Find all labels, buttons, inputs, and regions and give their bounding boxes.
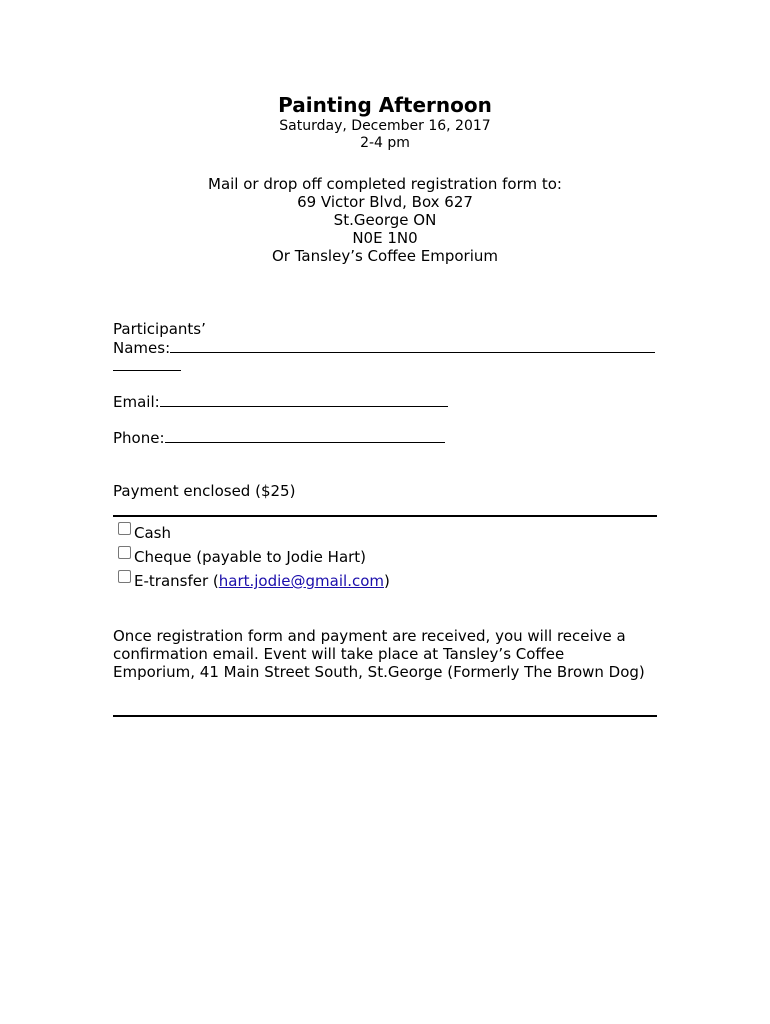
etransfer-checkbox[interactable] [118, 570, 131, 583]
email-label: Email: [113, 393, 160, 411]
address-postal: N0E 1N0 [352, 229, 418, 247]
address-city: St.George ON [333, 211, 437, 229]
mail-instruction: Mail or drop off completed registration form to: [208, 175, 562, 193]
phone-line[interactable] [165, 428, 445, 443]
participants-field [113, 338, 655, 357]
participants-field-continued [113, 356, 181, 375]
payment-option-cheque[interactable] [118, 548, 366, 566]
email-field [113, 392, 448, 411]
participants-names-line[interactable] [170, 338, 655, 353]
address-alternate: Or Tansley’s Coffee Emporium [271, 247, 498, 265]
event-time: 2-4 pm [360, 135, 410, 151]
participants-names-line-continued[interactable] [113, 356, 181, 371]
participants-label-2: Names: [113, 339, 171, 357]
phone-field [113, 428, 445, 447]
payment-option-cash[interactable] [118, 524, 171, 542]
participants-label-1: Participants’ [113, 320, 206, 338]
etransfer-label-suffix: ) [384, 572, 390, 590]
cash-checkbox[interactable] [118, 522, 131, 535]
etransfer-email-link[interactable]: hart.jodie@gmail.com [218, 572, 384, 590]
divider-top [113, 515, 657, 517]
address-street: 69 Victor Blvd, Box 627 [297, 193, 473, 211]
confirmation-line-1: Once registration form and payment are received, you will receive a [113, 627, 626, 645]
cheque-label: Cheque (payable to Jodie Hart) [134, 548, 367, 566]
cash-label: Cash [134, 524, 171, 542]
cheque-checkbox[interactable] [118, 546, 131, 559]
payment-heading: Payment enclosed ($25) [113, 482, 296, 500]
confirmation-line-2: confirmation email. Event will take place at Tansley’s Coffee [113, 645, 565, 663]
etransfer-label-prefix: E-transfer ( [134, 572, 219, 590]
divider-bottom [113, 715, 657, 717]
payment-option-etransfer[interactable] [118, 572, 390, 590]
phone-label: Phone: [113, 429, 165, 447]
confirmation-paragraph [113, 627, 658, 681]
email-line[interactable] [160, 392, 448, 407]
page-title: Painting Afternoon [278, 93, 492, 117]
event-date: Saturday, December 16, 2017 [279, 118, 491, 134]
confirmation-line-3: Emporium, 41 Main Street South, St.George (Formerly The Brown Dog) [113, 663, 645, 681]
